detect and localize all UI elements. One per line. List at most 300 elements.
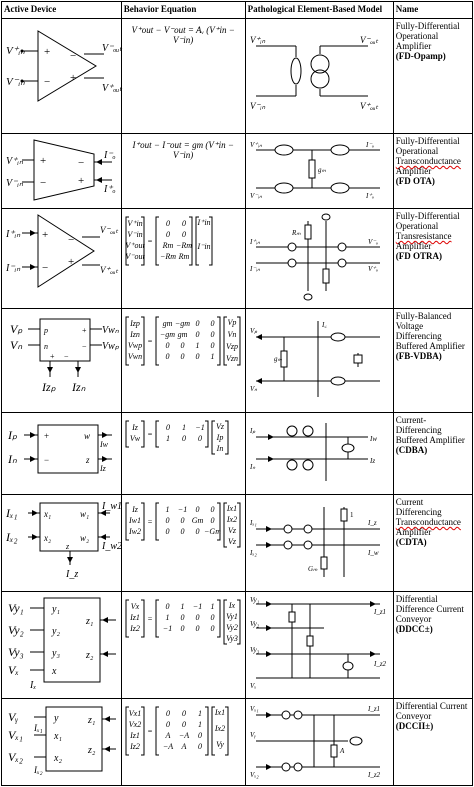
table-row — [2, 19, 473, 134]
matrix-cell: 1 — [180, 602, 185, 612]
svg-text:x₁: x₁ — [44, 509, 52, 520]
matrix-bracket — [126, 421, 129, 447]
name-cell — [393, 413, 472, 495]
svg-text:x: x — [52, 666, 57, 678]
svg-text:V⁺ᵢₙ: V⁺ᵢₙ — [249, 141, 262, 149]
behavior-matrix-cell — [121, 699, 245, 786]
cdba-symbol — [4, 415, 118, 487]
device-abbr: (FD OTRA) — [395, 251, 443, 262]
matrix-equals: = — [147, 337, 153, 347]
comparison-table — [1, 1, 473, 786]
svg-text:y₂: y₂ — [52, 626, 60, 638]
matrix-right-entry: Vz — [215, 422, 224, 432]
matrix-cell: 0 — [180, 624, 185, 634]
matrix-right-entry: Ix — [228, 601, 235, 611]
matrix-left-entry: Vwn — [127, 352, 142, 362]
svg-text:V⁻ᵢₙ: V⁻ᵢₙ — [6, 76, 25, 88]
pathological-model-diagram — [248, 594, 388, 694]
svg-text:Iₚ: Iₚ — [8, 428, 18, 443]
matrix-right-entry: Vy — [215, 740, 224, 750]
matrix-left-entry: Iw2 — [128, 527, 141, 537]
matrix-cell: 0 — [210, 330, 215, 340]
matrix-cell: −A — [162, 742, 173, 752]
matrix-cell: 0 — [180, 516, 185, 526]
matrix-right-entry: Vz — [227, 537, 236, 547]
svg-text:Vₚ: Vₚ — [10, 322, 23, 337]
matrix-cell: 0 — [180, 613, 185, 623]
matrix-bracket — [205, 421, 208, 447]
matrix-left-entry: V⁺in — [127, 219, 143, 229]
device-name: Fully-Balanced Voltage Differencing Buffered Amplifier — [395, 311, 465, 352]
matrix-cell: 0 — [181, 709, 186, 719]
svg-text:Vₓ₁: Vₓ₁ — [249, 705, 259, 714]
matrix-right-entry: Vz — [227, 526, 236, 536]
matrix-cell: 0 — [180, 341, 185, 351]
matrix-bracket — [225, 707, 228, 755]
pathological-model-diagram — [248, 415, 388, 489]
svg-text:Vy₁: Vy₁ — [249, 596, 259, 605]
matrix-left-entry: Izn — [129, 330, 140, 340]
matrix-bracket — [156, 217, 159, 265]
matrix-cell: 0 — [181, 219, 186, 229]
label-vin-plus: V⁺ᵢₙ — [6, 45, 25, 57]
matrix-cell: Rm — [162, 241, 174, 251]
matrix-left-entry: Iz — [131, 423, 138, 433]
device-abbr: (CDBA) — [395, 445, 428, 456]
svg-text:y₃: y₃ — [52, 648, 60, 660]
svg-text:Vₓ: Vₓ — [8, 663, 19, 678]
behavior-matrix — [124, 311, 240, 391]
svg-text:Vₓ₂: Vₓ₂ — [249, 771, 259, 780]
device-abbr: (FB-VDBA) — [395, 351, 442, 362]
matrix-cell: −Rm — [159, 252, 176, 262]
table-row — [2, 592, 473, 699]
svg-text:I_w1: I_w1 — [102, 501, 122, 513]
svg-text:Iₙ: Iₙ — [249, 463, 255, 472]
svg-text:Iₓ₁: Iₓ₁ — [34, 723, 43, 734]
matrix-cell: 0 — [195, 505, 200, 515]
svg-text:Iₓ₂: Iₓ₂ — [249, 549, 257, 558]
svg-text:Vₓ₁: Vₓ₁ — [8, 728, 23, 743]
matrix-left-entry: Iz2 — [129, 624, 140, 634]
behavior-matrix-cell — [121, 309, 245, 413]
svg-text:Iₚ: Iₚ — [249, 427, 255, 436]
device-name-underlined: Transconductance — [395, 156, 461, 167]
svg-text:x₂: x₂ — [44, 533, 52, 544]
device-abbr: (DDCC±) — [395, 624, 433, 635]
matrix-equals: = — [147, 614, 153, 624]
svg-text:x₁: x₁ — [54, 731, 62, 743]
matrix-cell: Rm — [178, 252, 190, 262]
svg-text:+: + — [78, 175, 85, 187]
device-name-rest: Amplifier — [395, 166, 432, 177]
device-name: Fully-Differential Operational — [395, 211, 460, 232]
matrix-left-entry: Iz2 — [129, 742, 140, 752]
svg-text:Iz: Iz — [100, 464, 106, 474]
svg-text:−: − — [42, 262, 49, 275]
matrix-cell: 0 — [210, 613, 215, 623]
behavior-matrix — [124, 211, 240, 291]
matrix-cell: −Rm — [175, 241, 192, 251]
svg-text:I_z: I_z — [66, 569, 79, 581]
behavior-equation: V⁺out − V⁻out = Aᵥ (V⁺in − V⁻in) — [121, 19, 245, 134]
device-name: Differential Current Conveyor — [395, 701, 468, 722]
table-row — [2, 413, 473, 495]
svg-text:+: + — [82, 326, 87, 336]
svg-text:gₘ: gₘ — [317, 166, 326, 174]
svg-text:z₁: z₁ — [86, 616, 94, 628]
matrix-equals: = — [147, 237, 153, 247]
matrix-right-entry: Ix1 — [226, 504, 237, 514]
matrix-cell: gm — [177, 330, 188, 340]
svg-text:p: p — [44, 326, 48, 336]
svg-text:Vₓ₂: Vₓ₂ — [8, 750, 23, 765]
pathological-model-cell — [245, 592, 393, 699]
matrix-cell: 0 — [180, 352, 185, 362]
matrix-equals: = — [147, 517, 153, 527]
svg-text:Iₙ: Iₙ — [8, 452, 17, 467]
matrix-cell: 0 — [195, 330, 200, 340]
svg-text:Vy₁: Vy₁ — [8, 601, 24, 616]
matrix-cell: 0 — [195, 527, 200, 537]
svg-text:y: y — [54, 713, 59, 725]
svg-text:n: n — [44, 342, 48, 352]
device-abbr: (FD OTA) — [395, 176, 435, 187]
opamp-symbol — [4, 21, 123, 111]
header-active-device: Active Device — [2, 2, 122, 19]
svg-text:V⁺ₒᵤₜ: V⁺ₒᵤₜ — [102, 83, 123, 94]
svg-text:+: + — [44, 46, 51, 58]
matrix-cell: 0 — [165, 352, 170, 362]
svg-text:I_z1: I_z1 — [367, 705, 380, 714]
matrix-cell: 0 — [180, 527, 185, 537]
matrix-left-entry: V⁺out — [125, 241, 145, 251]
svg-text:Vₓ: Vₓ — [249, 682, 256, 691]
pathological-model-cell — [245, 699, 393, 786]
svg-text:Vₙ: Vₙ — [10, 338, 23, 353]
svg-text:I_z2: I_z2 — [367, 771, 380, 780]
matrix-left-entry: Iz1 — [129, 731, 140, 741]
matrix-right-entry: Vy3 — [225, 634, 238, 644]
matrix-right-entry: Ip — [216, 433, 224, 443]
dccii-symbol — [4, 701, 118, 779]
svg-text:Iz: Iz — [369, 457, 375, 466]
svg-text:Vₙ: Vₙ — [249, 385, 257, 394]
svg-text:V⁻ₒᵤₜ: V⁻ₒᵤₜ — [359, 35, 378, 45]
pathological-model-cell — [245, 413, 393, 495]
pathological-model-cell — [245, 495, 393, 592]
device-name-rest: Amplifier — [395, 241, 432, 252]
matrix-cell: 0 — [210, 516, 215, 526]
name-cell — [393, 134, 472, 209]
matrix-cell: 0 — [181, 434, 186, 444]
svg-text:−: − — [82, 342, 87, 352]
matrix-cell: −Gm — [203, 527, 221, 537]
matrix-cell: gm — [162, 319, 173, 329]
svg-text:V⁻ᵢₙ: V⁻ᵢₙ — [249, 101, 265, 111]
matrix-cell: 0 — [195, 319, 200, 329]
matrix-right-entry: In — [216, 444, 224, 454]
behavior-matrix-cell — [121, 592, 245, 699]
svg-text:Vy₃: Vy₃ — [8, 645, 24, 660]
svg-text:−: − — [44, 455, 50, 466]
matrix-cell: 0 — [195, 352, 200, 362]
svg-text:Rₘ: Rₘ — [291, 229, 301, 238]
pathological-model-diagram — [248, 311, 388, 407]
pathological-model-diagram — [248, 701, 388, 781]
device-cell — [2, 19, 122, 134]
behavior-matrix — [124, 497, 240, 567]
matrix-right-entry: Vzn — [225, 354, 238, 364]
matrix-cell: 1 — [195, 341, 200, 351]
svg-text:−: − — [44, 76, 51, 88]
svg-text:x₂: x₂ — [54, 753, 62, 765]
table-row — [2, 495, 473, 592]
svg-text:V⁺ₒ: V⁺ₒ — [367, 265, 378, 274]
svg-text:Iₓ: Iₓ — [30, 680, 37, 692]
svg-text:I⁺ₒ: I⁺ₒ — [365, 192, 374, 200]
behavior-matrix — [124, 594, 240, 664]
matrix-left-entry: Vx2 — [128, 720, 141, 730]
svg-text:−: − — [68, 234, 75, 247]
matrix-left-entry: Iz — [131, 505, 138, 515]
table-row — [2, 209, 473, 309]
matrix-cell: 1 — [197, 709, 202, 719]
device-cell — [2, 134, 122, 209]
matrix-bracket — [156, 421, 159, 447]
matrix-left-entry: Iz1 — [129, 613, 140, 623]
matrix-cell: 0 — [165, 516, 170, 526]
svg-text:V⁻ₒᵤₜ: V⁻ₒᵤₜ — [102, 43, 123, 54]
svg-text:+: + — [70, 72, 77, 84]
svg-text:gₘ: gₘ — [273, 355, 282, 364]
matrix-cell: 0 — [165, 423, 170, 433]
svg-text:Vᵧ: Vᵧ — [249, 731, 256, 740]
svg-text:−: − — [40, 177, 47, 189]
name-cell — [393, 19, 472, 134]
matrix-cell: 0 — [197, 731, 202, 741]
svg-text:V⁻ᵢₙ: V⁻ᵢₙ — [249, 192, 262, 200]
behavior-matrix-cell — [121, 495, 245, 592]
svg-text:V⁻ₒᵤₜ: V⁻ₒᵤₜ — [100, 225, 119, 236]
matrix-cell: 1 — [165, 505, 170, 515]
svg-text:Iₓ₂: Iₓ₂ — [6, 530, 18, 545]
matrix-cell: A — [181, 742, 187, 752]
matrix-cell: 0 — [197, 742, 202, 752]
svg-text:I_z: I_z — [367, 519, 377, 528]
device-cell — [2, 699, 122, 786]
matrix-bracket — [141, 421, 144, 447]
device-name: Fully-Differential Operational — [395, 136, 460, 157]
svg-text:V⁺ᵢₙ: V⁺ᵢₙ — [6, 156, 23, 167]
svg-text:+: + — [42, 229, 49, 242]
matrix-cell: −1 — [192, 602, 202, 612]
behavior-matrix — [124, 415, 240, 475]
behavior-matrix — [124, 701, 240, 771]
device-name: Fully-Differential Operational Amplifier — [395, 21, 460, 52]
matrix-cell: 0 — [165, 341, 170, 351]
matrix-bracket — [237, 503, 240, 547]
svg-text:Vy₃: Vy₃ — [249, 646, 259, 655]
matrix-bracket — [141, 600, 144, 637]
matrix-cell: 0 — [210, 341, 215, 351]
svg-text:+: + — [44, 431, 50, 442]
matrix-cell: −gm — [174, 319, 190, 329]
matrix-bracket — [126, 600, 129, 637]
svg-text:z₂: z₂ — [88, 745, 96, 757]
device-cell — [2, 413, 122, 495]
vdba-symbol — [4, 311, 118, 403]
matrix-cell: 1 — [197, 720, 202, 730]
svg-text:Iₓ₁: Iₓ₁ — [6, 506, 18, 521]
svg-text:Vwₚ: Vwₚ — [102, 341, 120, 353]
matrix-right-entry: Ix1 — [214, 708, 225, 718]
ddcc-symbol — [4, 594, 118, 694]
behavior-matrix-cell — [121, 413, 245, 495]
matrix-cell: Gm — [191, 516, 204, 526]
svg-text:I_z2: I_z2 — [373, 660, 386, 669]
pathological-model-cell — [245, 134, 393, 209]
svg-text:I_w: I_w — [367, 549, 379, 558]
svg-text:V⁺ᵢₙ: V⁺ᵢₙ — [249, 35, 265, 45]
matrix-cell: 0 — [165, 709, 170, 719]
svg-text:w₂: w₂ — [80, 533, 90, 544]
matrix-cell: 0 — [210, 319, 215, 329]
matrix-bracket — [225, 421, 228, 454]
svg-text:−: − — [64, 352, 69, 362]
svg-text:V⁻ₒ: V⁻ₒ — [367, 238, 378, 247]
name-cell — [393, 592, 472, 699]
svg-text:V⁺ₒᵤₜ: V⁺ₒᵤₜ — [359, 101, 378, 111]
matrix-bracket — [217, 317, 220, 365]
svg-text:I_z1: I_z1 — [373, 608, 386, 617]
svg-text:A: A — [339, 747, 344, 756]
device-name-underlined: Transconductance — [395, 517, 461, 528]
table-row — [2, 699, 473, 786]
svg-text:z₁: z₁ — [88, 715, 96, 727]
matrix-cell: A — [165, 731, 171, 741]
svg-text:+: + — [68, 256, 75, 269]
otra-symbol — [4, 211, 118, 291]
matrix-left-entry: V⁻out — [125, 252, 145, 262]
table-row — [2, 134, 473, 209]
pathological-model-diagram — [248, 497, 388, 587]
matrix-cell: 1 — [165, 434, 170, 444]
name-cell — [393, 309, 472, 413]
svg-text:1: 1 — [349, 511, 354, 520]
svg-text:w: w — [84, 431, 91, 442]
matrix-equals: = — [147, 727, 153, 737]
matrix-bracket — [156, 317, 159, 365]
matrix-right-entry: Ix2 — [226, 515, 237, 525]
matrix-left-entry: V⁻in — [127, 230, 143, 240]
matrix-bracket — [217, 600, 220, 637]
svg-text:Vy₂: Vy₂ — [249, 620, 259, 629]
device-name: Differential Difference Current Conveyor — [395, 594, 464, 625]
svg-text:Vₚ: Vₚ — [249, 327, 257, 336]
pathological-model-diagram — [248, 211, 388, 303]
matrix-left-entry: Iw1 — [128, 516, 141, 526]
device-cell — [2, 495, 122, 592]
svg-text:V⁻ᵢₙ: V⁻ᵢₙ — [6, 178, 23, 189]
svg-text:I⁺ₒ: I⁺ₒ — [104, 184, 116, 195]
header-behavior-equation: Behavior Equation — [121, 2, 245, 19]
svg-text:I_w2: I_w2 — [102, 541, 122, 553]
matrix-cell: 0 — [165, 230, 170, 240]
device-name: Current Differencing — [395, 497, 442, 518]
matrix-right-entry: I⁻in — [197, 242, 211, 252]
cdta-symbol — [4, 497, 122, 583]
matrix-cell: 0 — [165, 527, 170, 537]
svg-text:Iw: Iw — [369, 435, 377, 444]
matrix-right-entry: Ix2 — [214, 724, 225, 734]
matrix-left-entry: Izp — [129, 319, 140, 329]
svg-text:Iw: Iw — [100, 440, 108, 450]
svg-text:Izₙ: Izₙ — [72, 380, 86, 395]
matrix-equals: = — [147, 430, 153, 440]
svg-text:I꜀: I꜀ — [321, 321, 327, 330]
svg-text:Iₓ₁: Iₓ₁ — [249, 519, 257, 528]
matrix-cell: 0 — [195, 624, 200, 634]
svg-text:+: + — [50, 352, 55, 362]
matrix-cell: 0 — [165, 602, 170, 612]
device-cell — [2, 209, 122, 309]
matrix-cell: 0 — [181, 720, 186, 730]
matrix-cell: −gm — [159, 330, 175, 340]
pathological-model-cell — [245, 209, 393, 309]
matrix-cell: −1 — [162, 624, 172, 634]
device-name-underlined: Transresistance — [395, 231, 452, 242]
matrix-cell: 1 — [165, 613, 170, 623]
ota-symbol — [4, 136, 118, 204]
svg-text:−: − — [70, 50, 77, 62]
svg-text:I⁺ᵢₙ: I⁺ᵢₙ — [6, 229, 21, 241]
matrix-right-entry: Vp — [227, 318, 237, 328]
svg-text:y₁: y₁ — [52, 604, 60, 616]
table-row — [2, 309, 473, 413]
matrix-cell: 0 — [195, 613, 200, 623]
svg-text:I⁻ᵢₙ: I⁻ᵢₙ — [6, 263, 21, 275]
device-name-rest: Amplifier — [395, 527, 432, 538]
matrix-left-entry: Vw — [129, 434, 140, 444]
device-cell — [2, 309, 122, 413]
matrix-right-entry: Vzp — [225, 342, 238, 352]
svg-text:I⁻ₒ: I⁻ₒ — [104, 150, 116, 161]
matrix-right-entry: Vn — [227, 330, 237, 340]
matrix-bracket — [212, 421, 215, 454]
header-name: Name — [393, 2, 472, 19]
svg-text:Vᵧ: Vᵧ — [8, 710, 19, 725]
matrix-bracket — [141, 503, 144, 540]
header-pathological-model: Pathological Element-Based Model — [245, 2, 393, 19]
svg-text:V⁺ₒᵤₜ: V⁺ₒᵤₜ — [100, 265, 119, 276]
matrix-bracket — [156, 707, 159, 755]
matrix-cell: 0 — [210, 505, 215, 515]
device-abbr: (FD-Opamp) — [395, 51, 446, 62]
name-cell — [393, 495, 472, 592]
matrix-left-entry: Vx1 — [128, 709, 141, 719]
behavior-equation: I⁺out − I⁻out = gm (V⁺in − V⁻in) — [121, 134, 245, 209]
name-cell — [393, 699, 472, 786]
header-row — [2, 2, 473, 19]
svg-text:+: + — [40, 155, 47, 167]
matrix-left-entry: Vx — [130, 602, 139, 612]
svg-text:Vwₙ: Vwₙ — [102, 325, 119, 337]
matrix-cell: 0 — [181, 230, 186, 240]
matrix-bracket — [156, 503, 159, 540]
svg-text:I⁺ᵢₙ: I⁺ᵢₙ — [249, 238, 260, 247]
svg-text:I⁻ₒ: I⁻ₒ — [365, 141, 374, 149]
